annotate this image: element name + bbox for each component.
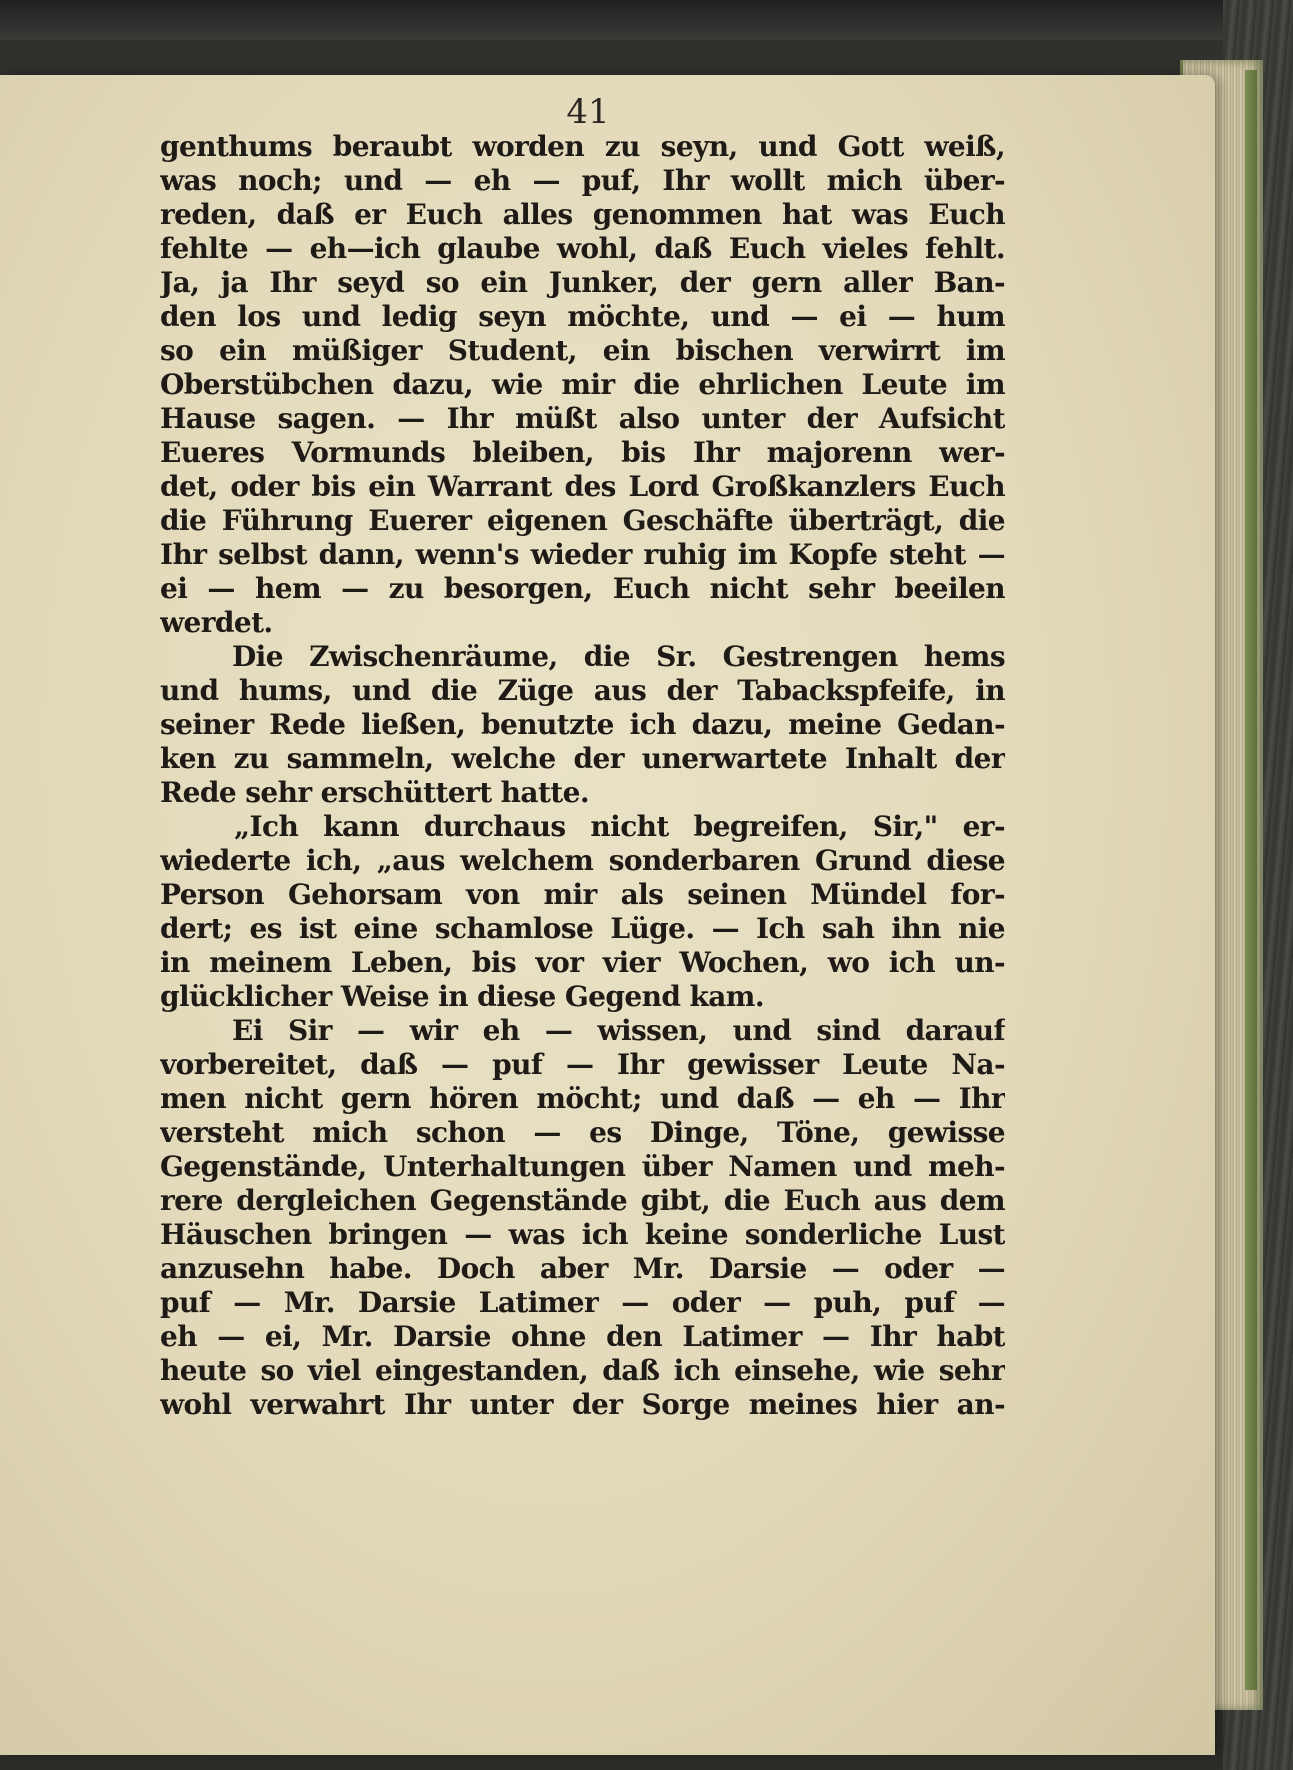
- text-line: ken zu sammeln, welche der unerwartete Inhalt der: [160, 742, 1005, 775]
- green-page-edge: [1245, 70, 1257, 1690]
- text-line: in meinem Leben, bis vor vier Wochen, wo ich un-: [160, 946, 1005, 979]
- text-line: ei — hem — zu besorgen, Euch nicht sehr beeilen: [160, 572, 1005, 605]
- text-line: was noch; und — eh — puf, Ihr wollt mich über-: [160, 164, 1005, 197]
- text-line: die Führung Euerer eigenen Geschäfte überträgt, die: [160, 504, 1005, 537]
- text-line: so ein müßiger Student, ein bischen verwirrt im: [160, 334, 1005, 367]
- text-line: det, oder bis ein Warrant des Lord Großkanzlers Euch: [160, 470, 1005, 503]
- text-line: Ihr selbst dann, wenn's wieder ruhig im Kopfe steht —: [160, 538, 1005, 571]
- text-line-paragraph-start: Die Zwischenräume, die Sr. Gestrengen hems: [232, 640, 1005, 673]
- text-line: Person Gehorsam von mir als seinen Mündel for-: [160, 878, 1005, 911]
- text-line: Rede sehr erschüttert hatte.: [160, 776, 589, 809]
- body-text: [160, 130, 1005, 1422]
- text-line: eh — ei, Mr. Darsie ohne den Latimer — Ihr habt: [160, 1320, 1005, 1353]
- text-line: puf — Mr. Darsie Latimer — oder — puh, puf —: [160, 1286, 1005, 1319]
- text-line: heute so viel eingestanden, daß ich einsehe, wie sehr: [160, 1354, 1005, 1387]
- text-line: rere dergleichen Gegenstände gibt, die Euch aus dem: [160, 1184, 1005, 1217]
- text-line: Gegenstände, Unterhaltungen über Namen und meh-: [160, 1150, 1005, 1183]
- text-line: Eueres Vormunds bleiben, bis Ihr majorenn wer-: [160, 436, 1005, 469]
- page-number: 41: [566, 92, 610, 132]
- text-line: dert; es ist eine schamlose Lüge. — Ich sah ihn nie: [160, 912, 1005, 945]
- text-line: glücklicher Weise in diese Gegend kam.: [160, 980, 764, 1013]
- text-line: anzusehn habe. Doch aber Mr. Darsie — oder —: [160, 1252, 1005, 1285]
- text-line: wiederte ich, „aus welchem sonderbaren Grund diese: [160, 844, 1005, 877]
- text-line: seiner Rede ließen, benutzte ich dazu, meine Gedan-: [160, 708, 1005, 741]
- text-line: versteht mich schon — es Dinge, Töne, gewisse: [160, 1116, 1005, 1149]
- text-line-paragraph-start: Ei Sir — wir eh — wissen, und sind darauf: [232, 1014, 1005, 1047]
- text-line: Oberstübchen dazu, wie mir die ehrlichen Leute im: [160, 368, 1005, 401]
- text-line: Hause sagen. — Ihr müßt also unter der Aufsicht: [160, 402, 1005, 435]
- text-line: wohl verwahrt Ihr unter der Sorge meines hier an-: [160, 1388, 1005, 1421]
- text-line-paragraph-start: „Ich kann durchaus nicht begreifen, Sir," er-: [234, 810, 1005, 843]
- text-line: den los und ledig seyn möchte, und — ei — hum: [160, 300, 1005, 333]
- text-line: werdet.: [160, 606, 273, 639]
- text-line: fehlte — eh—ich glaube wohl, daß Euch vieles fehlt.: [160, 232, 1005, 265]
- text-line: Häuschen bringen — was ich keine sonderliche Lust: [160, 1218, 1005, 1251]
- text-line: und hums, und die Züge aus der Tabackspfeife, in: [160, 674, 1005, 707]
- text-line: genthums beraubt worden zu seyn, und Gott weiß,: [160, 130, 1005, 163]
- text-line: reden, daß er Euch alles genommen hat was Euch: [160, 198, 1005, 231]
- text-line: men nicht gern hören möcht; und daß — eh — Ihr: [160, 1082, 1005, 1115]
- text-line: vorbereitet, daß — puf — Ihr gewisser Leute Na-: [160, 1048, 1005, 1081]
- text-line: Ja, ja Ihr seyd so ein Junker, der gern aller Ban-: [160, 266, 1005, 299]
- book-cover-top: [0, 0, 1293, 40]
